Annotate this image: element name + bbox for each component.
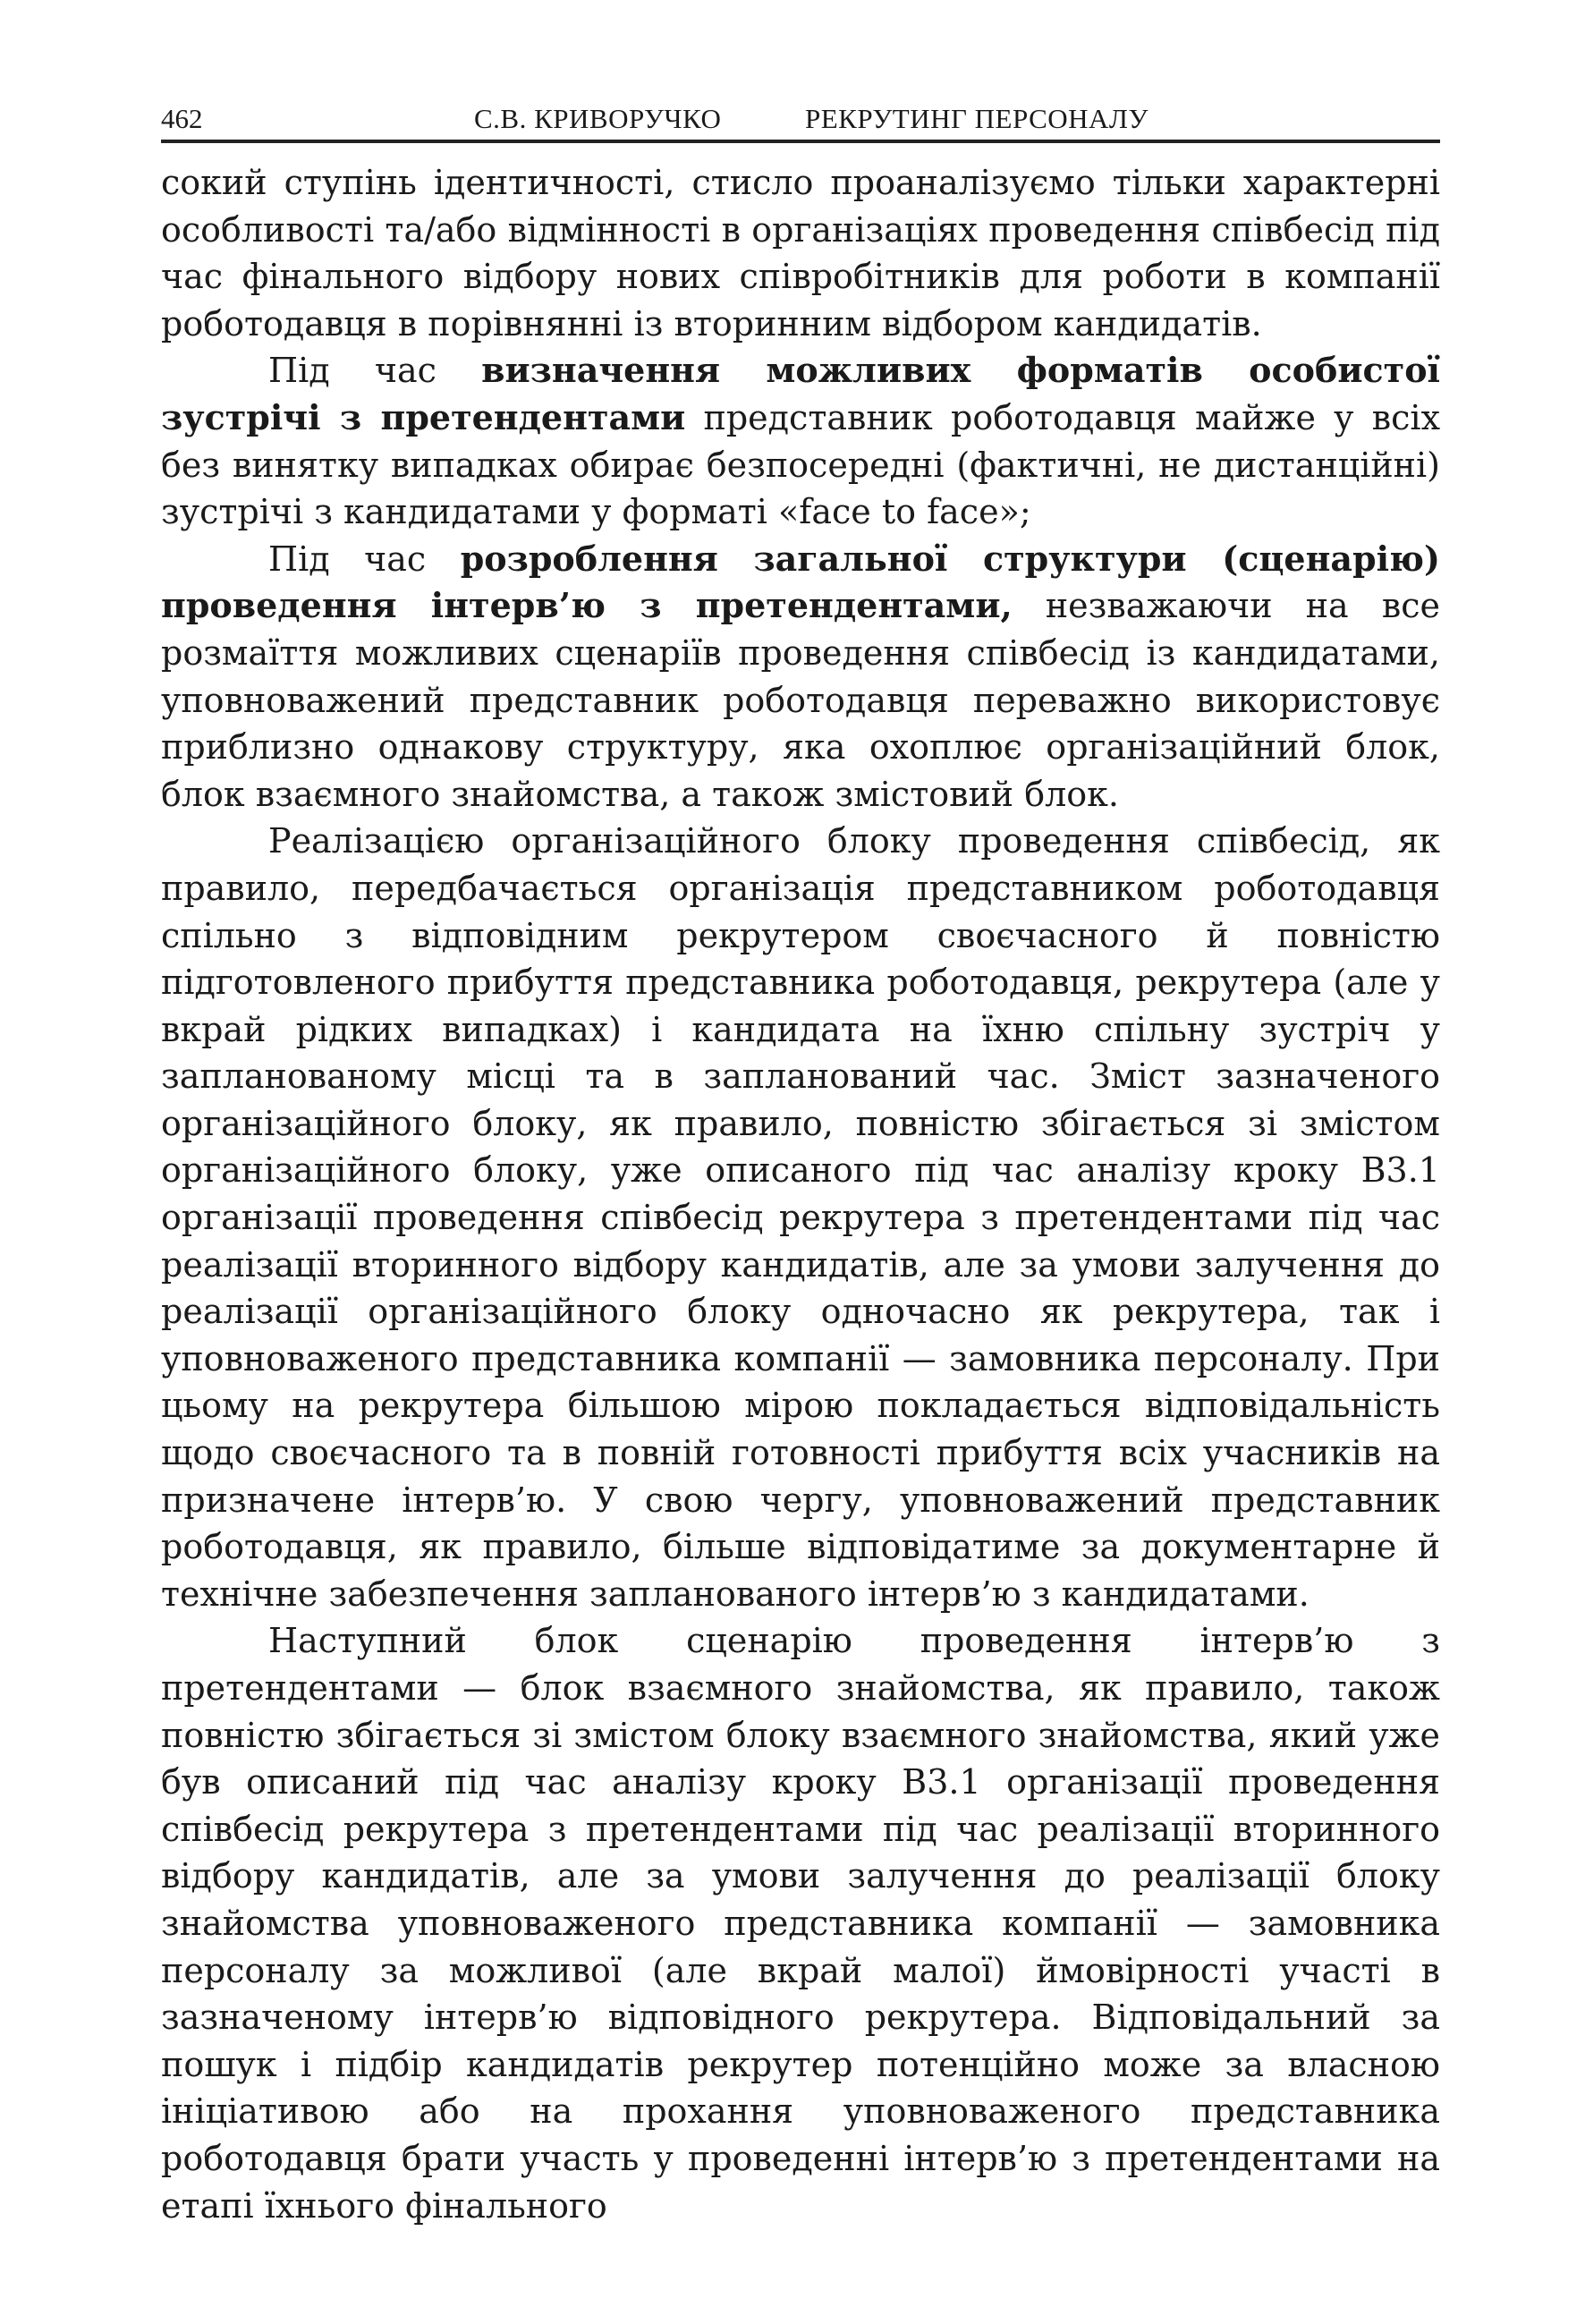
paragraph-text: представник роботодавця майже у всіх без винятку випадках обирає безпосередні (фактичні, не дистанційні) зустрічі з кандидатами у форматі «face to face»; xyxy=(161,397,1440,532)
paragraph xyxy=(161,347,1440,535)
paragraph-text: Реалізацією організаційного блоку проведення співбесід, як правило, передбачається організація представником роботодавця спільно з відповідним рекрутером своєчасного й повністю підготовленого прибуття представника роботодавця, рекрутера (але у вкрай рідких випадках) і кандидата на їхню спільну зустріч у запланованому місці та в запланований час. Зміст зазначеного організаційного блоку, як правило, повністю збігається зі змістом організаційного блоку, уже описаного під час аналізу кроку В3.1 організації проведення співбесід рекрутера з претендентами під час реалізації вторинного відбору кандидатів, але за умови залучення до реалізації організаційного блоку одночасно як рекрутера, так і уповноваженого представника компанії — замовника персоналу. При цьому на рекрутера більшою мірою покладається відповідальність щодо своєчасного та в повній готовності прибуття всіх учасників на призначене інтерв’ю. У свою чергу, уповноважений представник роботодавця, як правило, більше відповідатиме за документарне й технічне забезпечення запланованого інтерв’ю з кандидатами. xyxy=(161,821,1440,1614)
paragraph xyxy=(161,1617,1440,2229)
paragraph-lead: Під час xyxy=(268,351,482,391)
running-header xyxy=(161,98,1440,143)
author-name: С.В. КРИВОРУЧКО xyxy=(474,103,722,134)
bold-term: розроблення загальної структури (сценарію) проведення інтерв’ю з претендентами, xyxy=(161,538,1440,626)
paragraph-text: Наступний блок сценарію проведення інтерв’ю з претендентами — блок взаємного знайомства, як правило, також повністю збігається зі змістом блоку взаємного знайомства, який уже був описаний під час аналізу кроку В3.1 організації проведення співбесід рекрутера з претендентами під час реалізації вторинного відбору кандидатів, але за умови залучення до реалізації блоку знайомства уповноваженого представника компанії — замовника персоналу за можливої (але вкрай малої) ймовірності участі в зазначеному інтерв’ю відповідного рекрутера. Відповідальний за пошук і підбір кандидатів рекрутер потенційно може за власною ініціативою або на прохання уповноваженого представника роботодавця брати участь у проведенні інтерв’ю з претендентами на етапі їхнього фінального xyxy=(161,1621,1440,2226)
page-number: 462 xyxy=(161,103,203,134)
bold-term: визначення можливих форматів особистої зустрічі з претендентами xyxy=(161,350,1440,437)
paragraph-lead: Під час xyxy=(268,539,461,579)
paragraph-text: незважаючи на все розмаїття можливих сценаріїв проведення співбесід із кандидатами, уповноважений представник роботодавця переважно використовує приблизно однакову структуру, яка охоплює організаційний блок, блок взаємного знайомства, а також змістовий блок. xyxy=(161,586,1440,814)
book-title: РЕКРУТИНГ ПЕРСОНАЛУ xyxy=(805,103,1148,134)
paragraph-text: сокий ступінь ідентичності, стисло проаналізуємо тільки характерні особливості та/або відмінності в організаціях проведення співбесід під час фінального відбору нових співробітників для роботи в компанії роботодавця в порівнянні із вторинним відбором кандидатів. xyxy=(161,163,1440,344)
paragraph xyxy=(161,818,1440,1617)
document-page xyxy=(161,98,1440,2229)
paragraph xyxy=(161,536,1440,818)
paragraph xyxy=(161,159,1440,347)
body-text xyxy=(161,159,1440,2229)
